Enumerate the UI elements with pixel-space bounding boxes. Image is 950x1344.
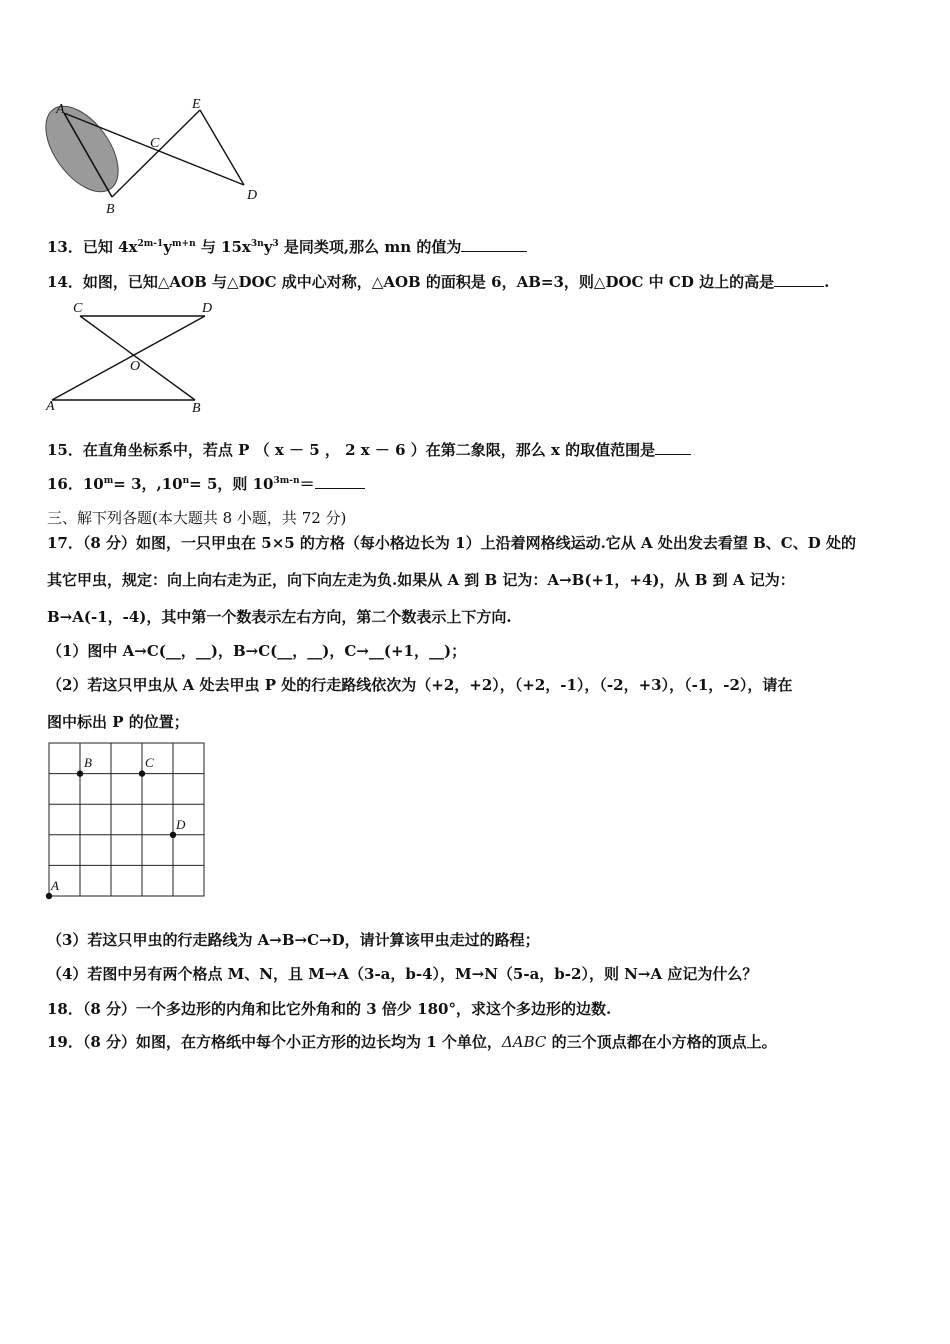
shaded-ellipse bbox=[40, 95, 133, 205]
section-heading: 三、解下列各题(本大题共 8 小题，共 72 分) bbox=[47, 509, 347, 527]
figure-q12 bbox=[40, 95, 270, 220]
point-d bbox=[170, 832, 176, 838]
segment-be bbox=[112, 110, 200, 197]
question-17-part2b: 图中标出 P 的位置； bbox=[47, 713, 189, 731]
question-17-part3: （3）若这只甲虫的行走路线为 A→B→C→D，请计算该甲虫走过的路程； bbox=[47, 931, 540, 949]
label-d: D bbox=[176, 817, 186, 832]
answer-blank[interactable] bbox=[774, 285, 824, 287]
label-d: D bbox=[202, 301, 213, 316]
triangle-abc: ΔABC bbox=[501, 1033, 547, 1051]
question-19: 19．（8 分）如图，在方格纸中每个小正方形的边长均为 1 个单位，ΔABC 的三个顶点都在小方格的顶点上。 bbox=[47, 1033, 777, 1051]
segment-ed bbox=[200, 110, 244, 185]
point-a bbox=[46, 893, 52, 899]
label-e: E bbox=[192, 97, 201, 112]
label-a: A bbox=[56, 102, 65, 117]
label-a: A bbox=[51, 878, 59, 893]
label-d: D bbox=[247, 188, 258, 203]
question-17-line3: B→A(-1，-4)，其中第一个数表示左右方向，第二个数表示上下方向. bbox=[47, 608, 512, 626]
question-17-part4: （4）若图中另有两个格点 M、N，且 M→A（3-a，b-4），M→N（5-a，b-2），则 N→A 应记为什么？ bbox=[47, 965, 758, 983]
question-17-line1: 17．（8 分）如图，一只甲虫在 5×5 的方格（每小格边长为 1）上沿着网格线运动.它从 A 处出发去看望 B、C、D 处的 bbox=[47, 534, 856, 552]
point-b bbox=[77, 770, 83, 776]
question-14: 14．如图，已知△AOB 与△DOC 成中心对称，△AOB 的面积是 6，AB=3，则△DOC 中 CD 边上的高是 . bbox=[47, 273, 830, 291]
label-c: C bbox=[145, 755, 154, 770]
segment-cb bbox=[80, 316, 195, 400]
label-o: O bbox=[130, 359, 141, 374]
question-15: 15．在直角坐标系中，若点 P （ x － 5 ， 2 x － 6 ）在第二象限，那么 x 的取值范围是 bbox=[47, 439, 691, 460]
question-17-part1: （1）图中 A→C(__，__)，B→C(__，__)，C→__(+1，__)； bbox=[47, 642, 467, 660]
label-c: C bbox=[150, 136, 160, 151]
figure-q14 bbox=[40, 298, 220, 416]
answer-blank[interactable] bbox=[315, 487, 365, 489]
grid-figure-q17 bbox=[40, 735, 215, 905]
answer-blank[interactable] bbox=[655, 453, 691, 455]
question-17-line2: 其它甲虫，规定：向上向右走为正，向下向左走为负.如果从 A 到 B 记为：A→B(+1，+4)，从 B 到 A 记为： bbox=[47, 571, 795, 589]
label-b: B bbox=[192, 401, 201, 416]
answer-blank[interactable] bbox=[461, 250, 527, 252]
question-17-part2a: （2）若这只甲虫从 A 处去甲虫 P 处的行走路线依次为（+2，+2），（+2，-1），（-2，+3），（-1，-2），请在 bbox=[47, 676, 793, 694]
point-c bbox=[139, 770, 145, 776]
question-13: 13．已知 $4x^{2m-1}y^{m+n}$ 与 $15x^{3n}y^3$ 是同类项,那么 mn 的值为 bbox=[47, 236, 527, 257]
question-18: 18．（8 分）一个多边形的内角和比它外角和的 3 倍少 180°，求这个多边形的边数. bbox=[47, 1000, 612, 1018]
question-16: 16．$10^m= 3$，$,10^n= 5$，则 $10^{3m-n}=$ bbox=[47, 473, 365, 494]
label-a: A bbox=[46, 399, 55, 414]
label-c: C bbox=[73, 301, 83, 316]
segment-da bbox=[52, 316, 205, 400]
label-b: B bbox=[106, 202, 115, 217]
label-b: B bbox=[84, 755, 92, 770]
